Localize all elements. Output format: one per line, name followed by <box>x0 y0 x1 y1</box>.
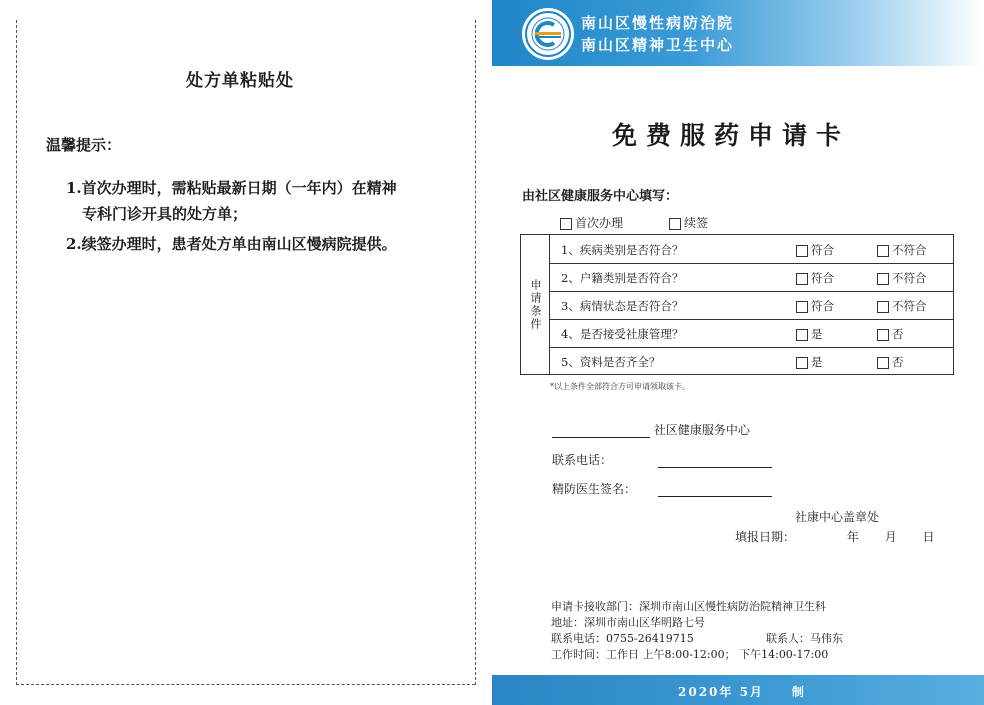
footer-date: 2020年 5月 制 <box>678 685 806 699</box>
cut-line-right <box>475 20 476 685</box>
org-name-2: 南山区精神卫生中心 <box>581 36 735 54</box>
condition-no-label: 不符合 <box>892 299 927 313</box>
card-title: 免费服药申请卡 <box>612 121 851 150</box>
hospital-logo-icon <box>521 7 575 61</box>
footer-banner <box>492 675 984 705</box>
condition-yes[interactable] <box>796 242 834 258</box>
center-name-field[interactable] <box>552 421 750 438</box>
receiving-dept: 申请卡接收部门：深圳市南山区慢性病防治院精神卫生科 <box>551 600 826 613</box>
condition-no[interactable] <box>877 270 927 286</box>
seal-area: 社康中心盖章处 <box>795 510 880 524</box>
tips-title: 温馨提示： <box>46 136 122 154</box>
signature-line[interactable] <box>658 496 772 497</box>
condition-row <box>549 235 953 263</box>
center-label: 社区健康服务中心 <box>653 423 750 437</box>
center-name-line[interactable] <box>552 437 650 438</box>
condition-no-label: 否 <box>892 355 904 369</box>
phone-label: 联系电话： <box>552 453 613 467</box>
condition-no[interactable] <box>877 354 904 370</box>
date-month: 月 <box>884 530 897 544</box>
checkbox-yes[interactable] <box>796 245 808 257</box>
checkbox-no[interactable] <box>877 301 889 313</box>
condition-question: 2、户籍类别是否符合？ <box>561 271 684 285</box>
date-label: 填报日期： <box>735 530 796 544</box>
fill-date[interactable] <box>735 528 935 545</box>
condition-question: 4、是否接受社康管理？ <box>561 327 684 341</box>
checkbox-renew[interactable] <box>669 218 681 230</box>
condition-row <box>549 263 953 291</box>
date-day: 日 <box>922 530 935 544</box>
condition-row <box>549 347 953 375</box>
condition-question: 3、病情状态是否符合？ <box>561 299 684 313</box>
checkbox-no[interactable] <box>877 357 889 369</box>
checkbox-yes[interactable] <box>796 273 808 285</box>
condition-yes-label: 符合 <box>811 299 834 313</box>
condition-yes[interactable] <box>796 270 834 286</box>
condition-row <box>549 291 953 319</box>
phone-line[interactable] <box>658 467 772 468</box>
condition-no[interactable] <box>877 242 927 258</box>
condition-yes-label: 符合 <box>811 243 834 257</box>
checkbox-yes[interactable] <box>796 301 808 313</box>
checkbox-no[interactable] <box>877 273 889 285</box>
condition-no-label: 不符合 <box>892 243 927 257</box>
condition-no[interactable] <box>877 298 927 314</box>
conditions-note: *以上条件全部符合方可申请领取该卡。 <box>550 382 690 391</box>
working-hours: 工作时间：工作日 上午8:00-12:00； 下午14:00-17:00 <box>551 648 829 661</box>
conditions-label-cell <box>521 235 550 374</box>
cut-line-left <box>16 20 17 685</box>
option-first-label: 首次办理 <box>575 216 624 230</box>
option-renew-label: 续签 <box>684 216 709 230</box>
conditions-label: 申请条件 <box>529 278 542 331</box>
condition-yes[interactable] <box>796 354 823 370</box>
condition-yes[interactable] <box>796 326 823 342</box>
tip-1-continued: 专科门诊开具的处方单； <box>82 205 248 223</box>
phone-field[interactable] <box>552 451 772 468</box>
condition-no[interactable] <box>877 326 904 342</box>
option-renewal[interactable] <box>669 214 708 231</box>
contact-phone: 联系电话：0755-26419715 <box>551 632 694 645</box>
condition-row <box>549 319 953 347</box>
signature-label: 精防医生签名： <box>552 482 637 496</box>
checkbox-yes[interactable] <box>796 329 808 341</box>
signature-field[interactable] <box>552 480 772 497</box>
condition-no-label: 不符合 <box>892 271 927 285</box>
address: 地址：深圳市南山区华明路七号 <box>551 616 705 629</box>
condition-yes-label: 符合 <box>811 271 834 285</box>
tip-2: 2.续签办理时，患者处方单由南山区慢病院提供。 <box>66 235 397 253</box>
paste-area-title: 处方单粘贴处 <box>186 71 294 91</box>
condition-yes[interactable] <box>796 298 834 314</box>
option-first-application[interactable] <box>560 214 623 231</box>
condition-question: 5、资料是否齐全？ <box>561 355 661 369</box>
contact-person: 联系人：马伟东 <box>766 632 843 645</box>
condition-yes-label: 是 <box>811 327 823 341</box>
conditions-table <box>520 234 954 375</box>
cut-line-bottom <box>16 684 475 685</box>
tip-1: 1.首次办理时，需粘贴最新日期（一年内）在精神 <box>66 179 397 197</box>
fill-by-heading: 由社区健康服务中心填写： <box>522 189 679 204</box>
condition-yes-label: 是 <box>811 355 823 369</box>
condition-no-label: 否 <box>892 327 904 341</box>
prescription-paste-panel <box>0 0 490 705</box>
org-name-1: 南山区慢性病防治院 <box>581 14 735 32</box>
date-year: 年 <box>846 530 859 544</box>
checkbox-yes[interactable] <box>796 357 808 369</box>
checkbox-first[interactable] <box>560 218 572 230</box>
condition-question: 1、疾病类别是否符合？ <box>561 243 684 257</box>
checkbox-no[interactable] <box>877 329 889 341</box>
checkbox-no[interactable] <box>877 245 889 257</box>
